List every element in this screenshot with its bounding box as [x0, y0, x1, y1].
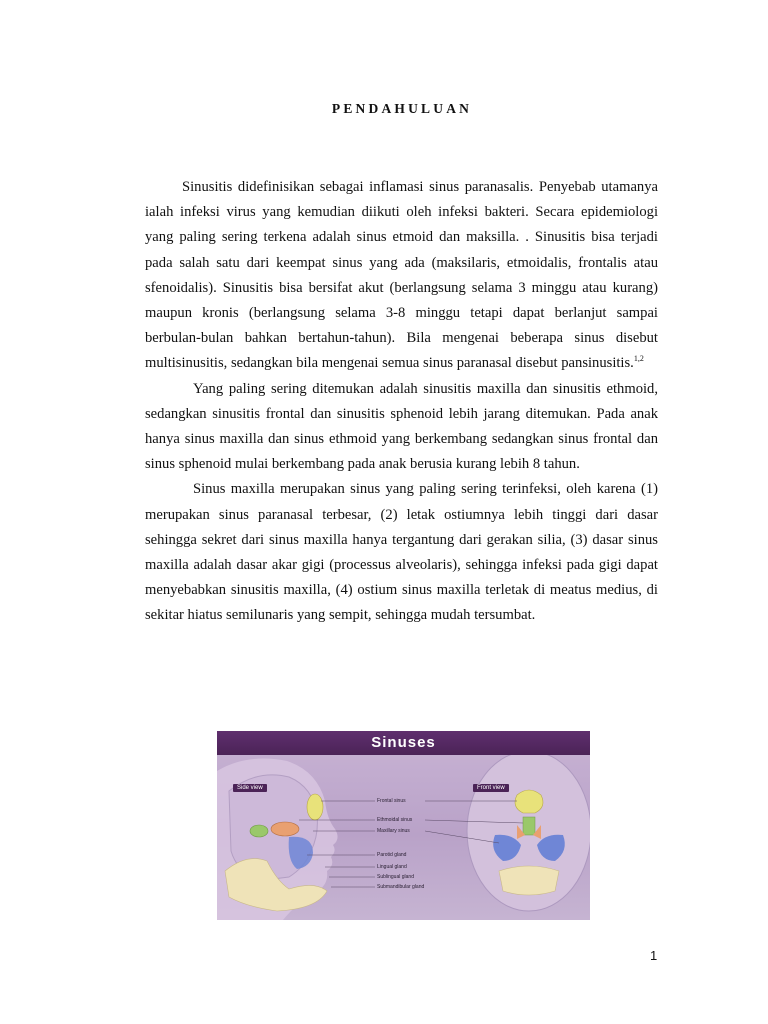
body-text — [145, 175, 658, 629]
figure-label-ethmoidal-sinus: Ethmoidal sinus — [377, 817, 413, 823]
paragraph-1-text: Sinusitis didefinisikan sebagai inflamasi sinus paranasalis. Penyebab utamanya ialah infeksi virus yang kemudian diikuti oleh infeksi bakteri. Secara epidemiologi yang paling sering terkena adalah sinus etmoid dan maksilla. . Sinusitis bisa terjadi pada salah satu dari keempat sinus yang ada (maksilaris, etmoidalis, frontalis atau sfenoidalis). Sinusitis bisa bersifat akut (berlangsung selama 3 minggu atau kurang) maupun kronis (berlangsung selama 3-8 minggu tetapi dapat berlanjut sampai berbulan-bulan bahkan bertahun-tahun). Bila mengenai beberapa sinus disebut multisinusitis, sedangkan bila mengenai semua sinus paranasal disebut pansinusitis. — [145, 179, 658, 372]
side-sphenoidal-sinus — [250, 825, 268, 837]
paragraph-3: Sinus maxilla merupakan sinus yang paling sering terinfeksi, oleh karena (1) merupakan sinus paranasal terbesar, (2) letak ostiumnya lebih tinggi dari dasar sehingga sekret dari sinus maxilla hanya tergantung dari gerakan silia, (3) dasar sinus maxilla adalah dasar akar gigi (processus alveolaris), sehingga infeksi pada gigi dapat menyebabkan sinusitis maxilla, (4) ostium sinus maxilla terletak di meatus medius, di sekitar hiatus semilunaris yang sempit, sehingga mudah tersumbat. — [145, 481, 658, 624]
figure-label-sublingual-gland: Sublingual gland — [377, 874, 414, 880]
side-view-tag: Side view — [233, 784, 267, 792]
figure-label-submandibular-gland: Submandibular gland — [377, 884, 425, 890]
front-frontal-sinus — [515, 790, 543, 813]
page-number: 1 — [650, 948, 658, 963]
paragraph-1 — [145, 175, 658, 377]
page-title: PENDAHULUAN — [331, 101, 473, 116]
citation-superscript: 1,2 — [633, 354, 644, 364]
side-ethmoidal-sinus — [271, 822, 299, 836]
figure-label-parotid-gland: Parotid gland — [377, 852, 407, 858]
sinuses-drawing — [217, 731, 590, 920]
figure-label-maxillary-sinus: Maxillary sinus — [377, 828, 410, 834]
front-ethmoidal-sinus — [523, 817, 535, 835]
sinuses-illustration — [217, 731, 590, 920]
figure-label-lingual-gland: Lingual gland — [377, 864, 407, 870]
figure-label-frontal-sinus: Frontal sinus — [377, 798, 406, 804]
front-teeth — [499, 866, 559, 895]
front-view-tag: Front view — [473, 784, 509, 792]
figure-title: Sinuses — [371, 734, 436, 751]
side-frontal-sinus — [307, 794, 323, 820]
paragraph-2: Yang paling sering ditemukan adalah sinusitis maxilla dan sinusitis ethmoid, sedangkan sinusitis frontal dan sinusitis sphenoid lebih jarang ditemukan. Pada anak hanya sinus maxilla dan sinus ethmoid yang berkembang sedangkan sinus frontal dan sinus sphenoid mulai berkembang pada anak berusia kurang lebih 8 tahun. — [145, 380, 658, 473]
